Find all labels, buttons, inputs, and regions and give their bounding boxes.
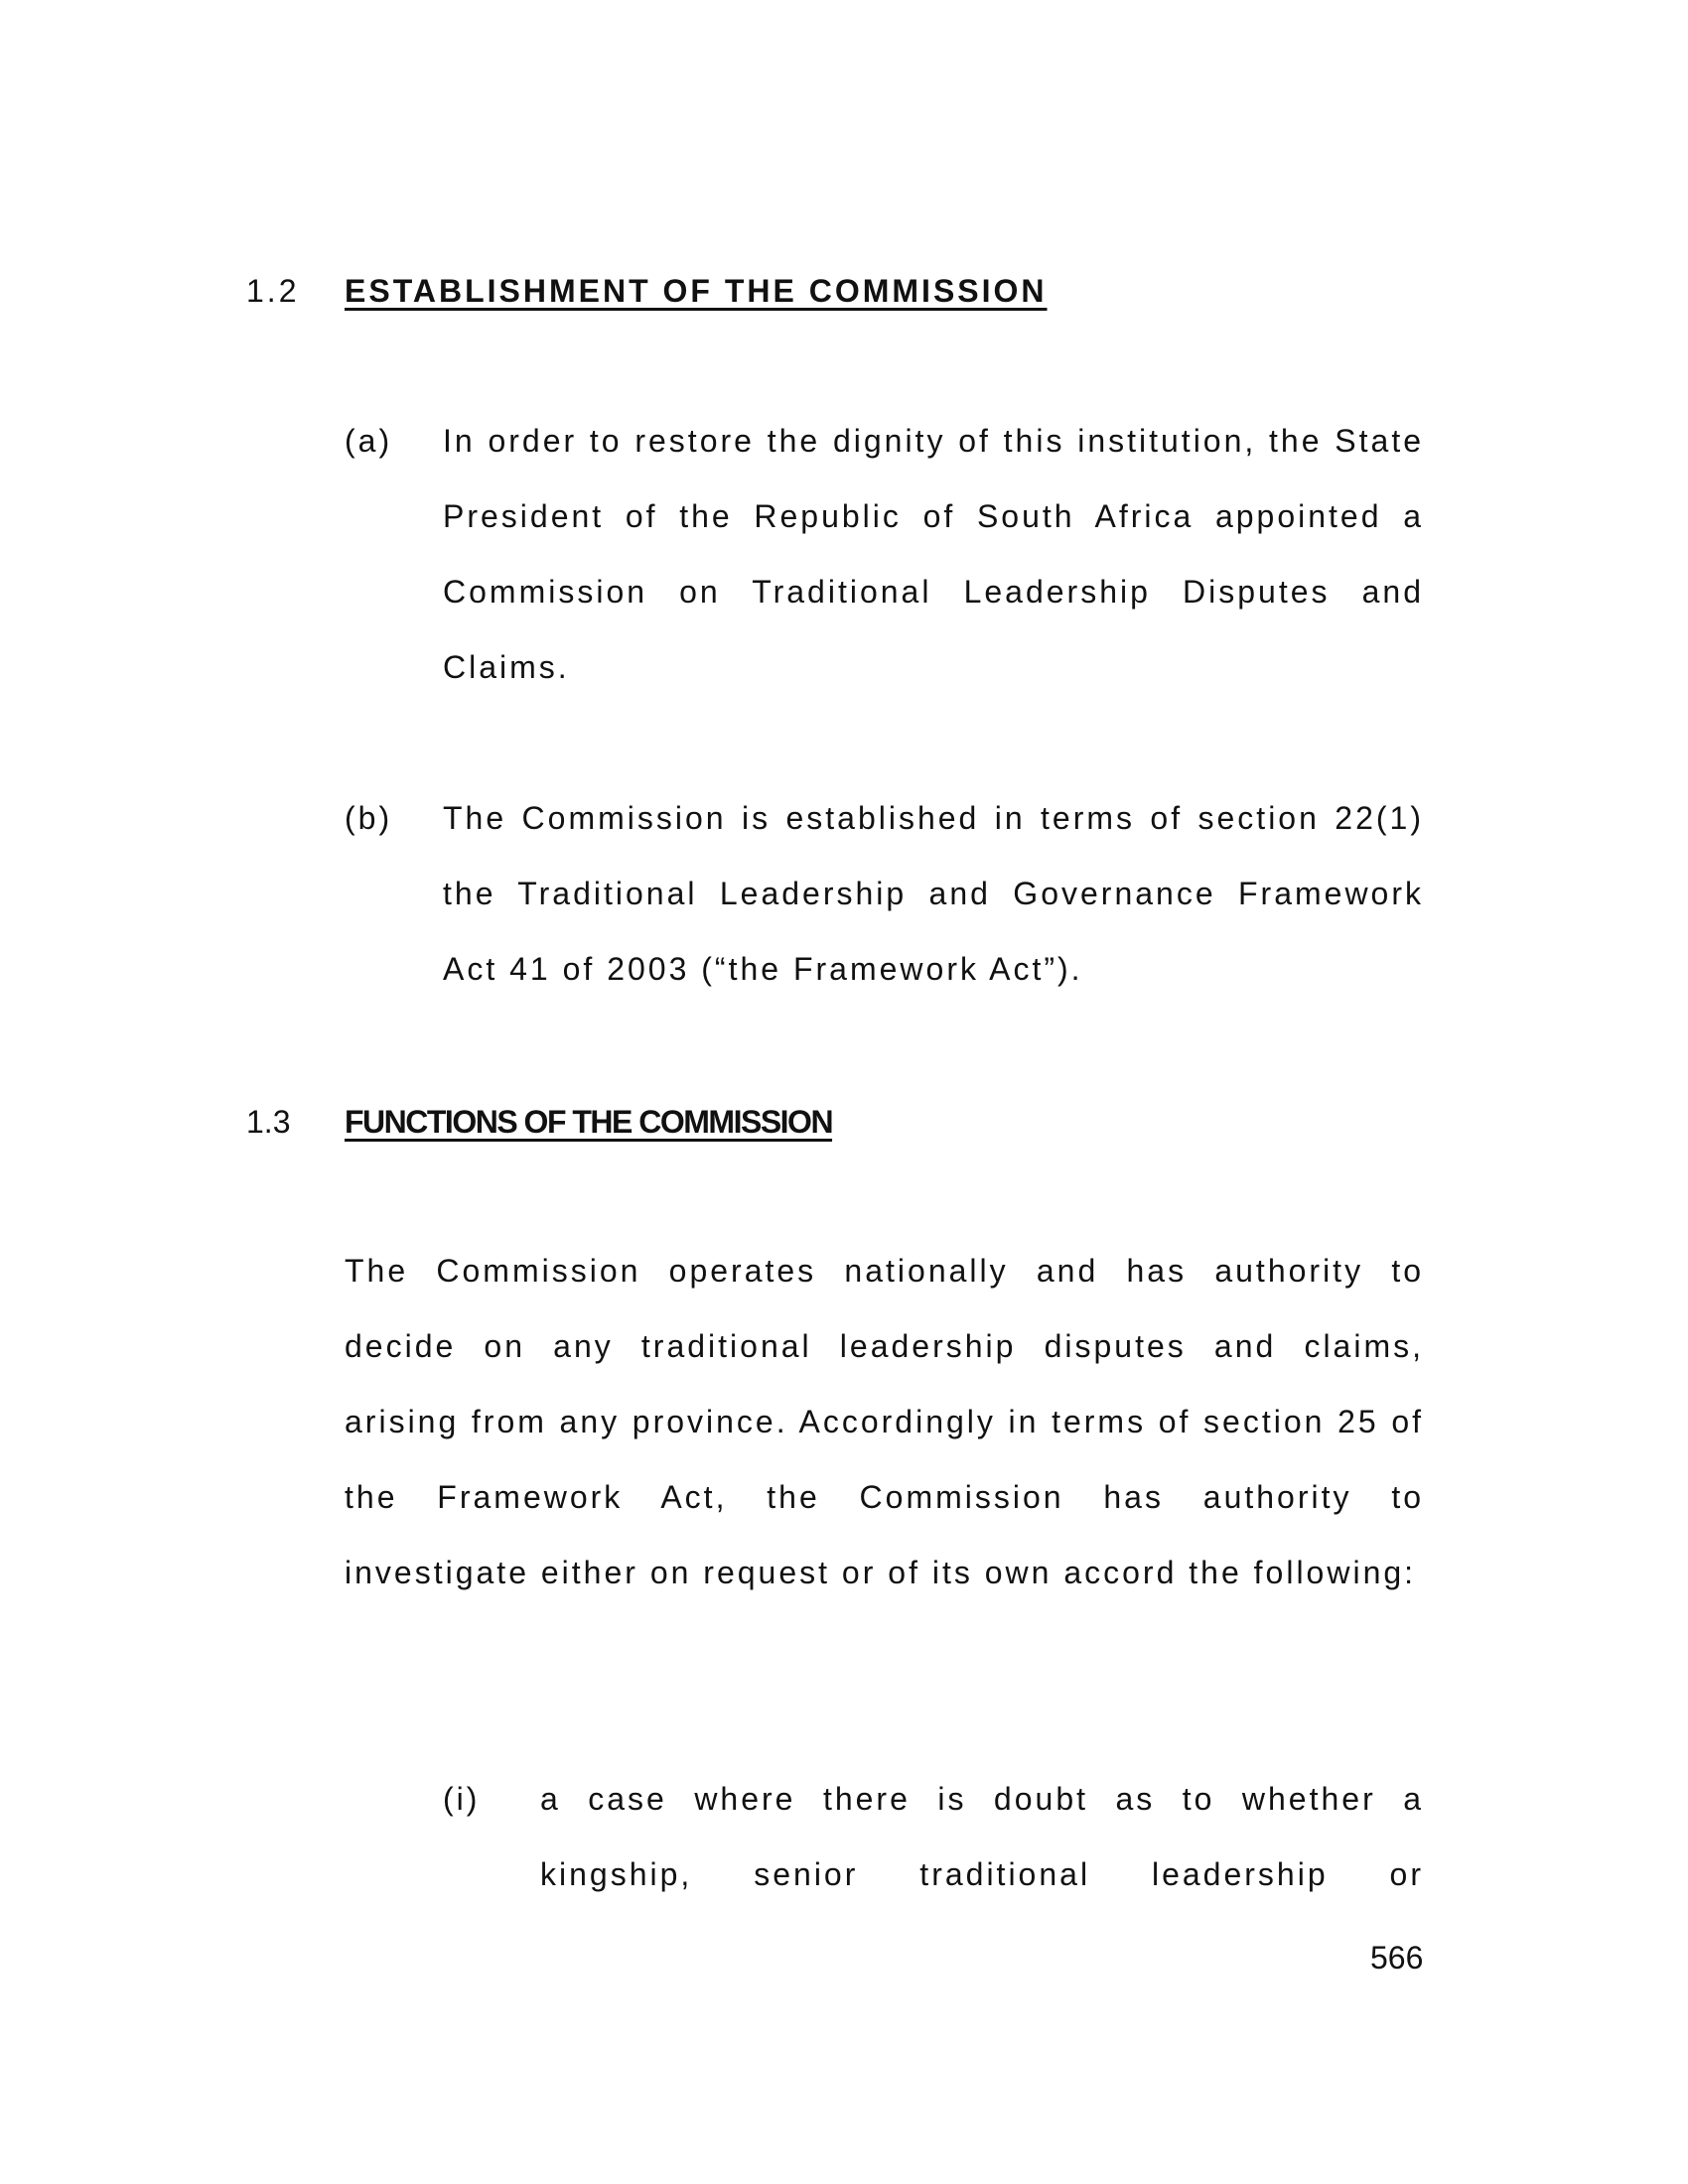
item-text-b: The Commission is established in terms of section 22(1) the Traditional Leadership and Governance Framework Act 41 of 2003 (“the Framework Act”). [443,800,1424,987]
item-text-a: In order to restore the dignity of this institution, the State President of the Republic of South Africa appointed a Commission on Traditional Leadership Disputes and Claims. [443,423,1424,685]
section-number-1-3: 1.3 [246,1104,291,1140]
item-label-b: (b) [345,800,393,836]
item-label-a: (a) [345,423,393,459]
section-number-1-2: 1.2 [246,273,300,309]
section-heading-establishment: ESTABLISHMENT OF THE COMMISSION [345,273,1048,309]
section-heading-functions: FUNCTIONS OF THE COMMISSION [345,1104,833,1140]
page-number: 566 [1370,1940,1424,1976]
item-text-i: a case where there is doubt as to whether a kingship, senior traditional leadership or [540,1781,1424,1892]
item-label-i: (i) [443,1781,481,1817]
functions-body-paragraph: The Commission operates nationally and has authority to decide on any traditional leadership disputes and claims, arising from any province. Accordingly in terms of section 25 of the Framework Act, the Commission has authority to investigate either on request or of its own accord the following: [345,1253,1424,1590]
